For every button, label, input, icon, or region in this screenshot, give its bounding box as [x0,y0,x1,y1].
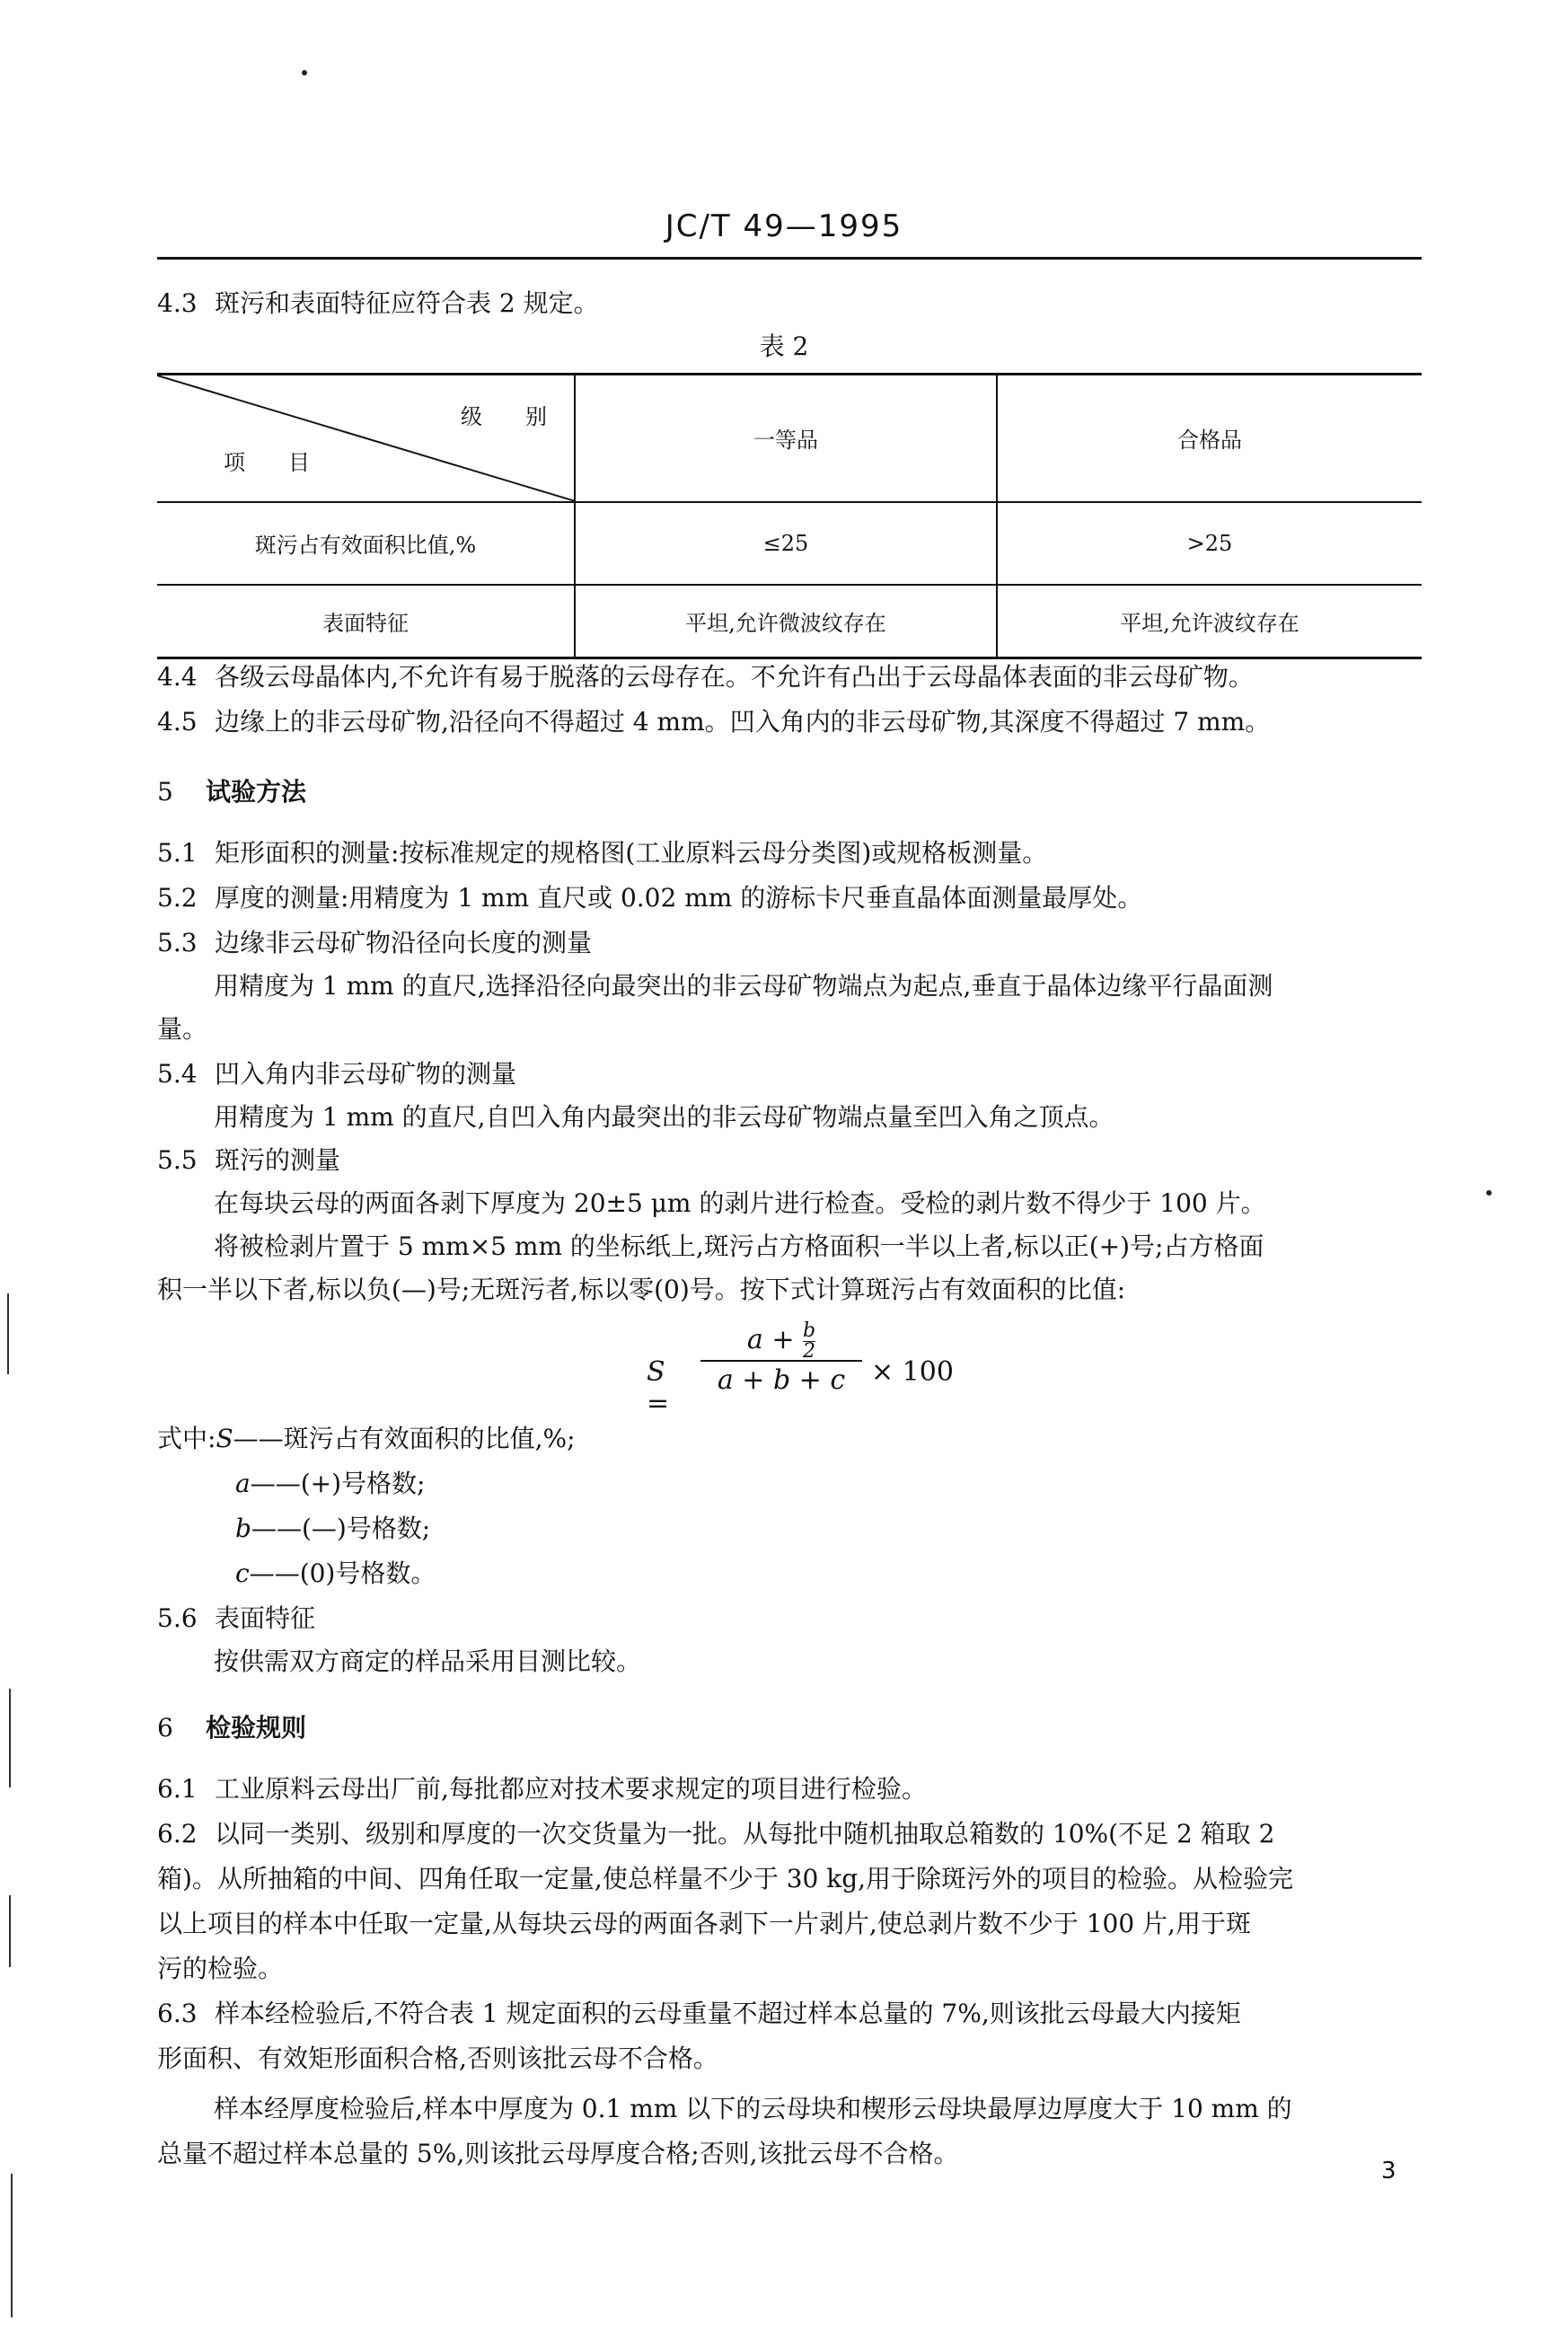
clause-number: 5.1 [157,838,198,868]
table-2-title: 表 2 [759,331,809,361]
legend-desc: ——斑污占有效面积的比值,%; [233,1424,576,1453]
clause-number: 5.2 [157,883,198,913]
row-qualified-value: >25 [997,502,1422,585]
clause-text: 厚度的测量:用精度为 1 mm 直尺或 0.02 mm 的游标卡尺垂直晶体面测量最厚处。 [215,883,1143,913]
clause-number: 6.2 [157,1819,198,1849]
subfraction-top: b [803,1319,816,1342]
section-title: 检验规则 [206,1713,307,1743]
clause-text: 工业原料云母出厂前,每批都应对技术要求规定的项目进行检验。 [215,1774,927,1804]
formula-multiplier: × 100 [871,1356,954,1388]
formula-legend-b [235,1511,430,1547]
clause-number: 4.5 [157,707,198,737]
clause-number: 5.6 [157,1603,198,1633]
legend-intro: 式中: [157,1424,216,1453]
clause-5-4-text: 用精度为 1 mm 的直尺,自凹入角内最突出的非云母矿物端点量至凹入角之顶点。 [214,1102,1114,1132]
clause-4-4 [157,659,1254,695]
clause-6-2-cont: 以上项目的样本中任取一定量,从每块云母的两面各剥下一片剥片,使总剥片数不少于 100 片,用于斑 [157,1909,1251,1938]
clause-5-3-heading [157,925,592,961]
clause-title: 边缘非云母矿物沿径向长度的测量 [215,928,593,958]
clause-5-5-text: 积一半以下者,标以负(—)号;无斑污者,标以零(0)号。按下式计算斑污占有效面积的比值: [157,1275,1126,1304]
legend-symbol: S [216,1424,233,1453]
clause-6-3-para2-cont: 总量不超过样本总量的 5%,则该批云母厚度合格;否则,该批云母不合格。 [157,2139,959,2168]
clause-6-3-para2: 样本经厚度检验后,样本中厚度为 0.1 mm 以下的云母块和楔形云母块最厚边厚度大于 10 mm 的 [214,2094,1292,2123]
corner-item-label: 项 目 [224,449,310,475]
clause-5-6-text: 按供需双方商定的样品采用目测比较。 [214,1646,642,1676]
numerator-subfraction [803,1321,815,1362]
clause-number: 5.5 [157,1145,198,1175]
clause-5-5-heading [157,1143,340,1178]
clause-text: 以同一类别、级别和厚度的一次交货量为一批。从每批中随机抽取总箱数的 10%(不足 2 箱取 2 [215,1819,1275,1849]
row-item: 表面特征 [157,585,575,658]
clause-text: 斑污和表面特征应符合表 2 规定。 [215,288,599,318]
table-row [157,502,1422,585]
table-header-row [157,375,1422,502]
section-5-heading [157,774,306,810]
clause-text: 矩形面积的测量:按标准规定的规格图(工业原料云母分类图)或规格板测量。 [215,838,1048,868]
clause-6-1 [157,1771,927,1807]
clause-5-6-heading [157,1601,315,1637]
page-number: 3 [1381,2158,1396,2185]
legend-symbol: a [235,1469,251,1498]
formula-numerator [700,1319,862,1363]
grade-first-header: 一等品 [575,375,997,502]
clause-4-3 [157,286,599,322]
diagonal-line [157,375,574,501]
table-corner-cell [157,375,575,502]
clause-6-3-cont: 形面积、有效矩形面积合格,否则该批云母不合格。 [157,2043,718,2073]
formula-legend-c [235,1556,436,1592]
standard-code-header: JC/T 49—1995 [665,208,903,244]
grade-qualified-header: 合格品 [997,375,1422,502]
clause-number: 4.4 [157,662,198,692]
row-item: 斑污占有效面积比值,% [157,502,575,585]
subfraction-bottom: 2 [803,1339,816,1363]
clause-number: 5.3 [157,928,198,958]
clause-title: 表面特征 [215,1603,316,1633]
clause-number: 6.3 [157,1999,198,2028]
clause-5-5-text: 将被检剥片置于 5 mm×5 mm 的坐标纸上,斑污占方格面积一半以上者,标以正(+)号;占方格面 [214,1231,1264,1261]
clause-5-3-text-cont: 量。 [157,1014,208,1044]
section-title: 试验方法 [206,777,307,807]
legend-desc: ——(—)号格数; [251,1514,431,1543]
scan-edge-mark [11,2174,13,2317]
scan-speck [302,70,307,75]
formula-fraction [700,1320,862,1399]
numerator-term: a + [746,1324,795,1355]
table-2 [157,373,1422,659]
legend-desc: ——(0)号格数。 [249,1558,436,1588]
scan-edge-mark [9,1895,11,1967]
formula-denominator: a + b + c [717,1364,846,1396]
clause-number: 4.3 [157,288,198,318]
corner-grade-label: 级 别 [461,404,547,429]
clause-number: 5.4 [157,1059,198,1089]
section-6-heading [157,1710,306,1746]
row-qualified-value: 平坦,允许波纹存在 [997,585,1422,658]
clause-5-5-text: 在每块云母的两面各剥下厚度为 20±5 μm 的剥片进行检查。受检的剥片数不得少于 100 片。 [214,1188,1266,1218]
scan-speck [1486,1190,1492,1196]
clause-6-2-cont: 污的检验。 [157,1954,284,1983]
clause-text: 边缘上的非云母矿物,沿径向不得超过 4 mm。凹入角内的非云母矿物,其深度不得超过 7 mm。 [215,707,1271,737]
clause-4-5 [157,704,1270,740]
clause-6-2-cont: 箱)。从所抽箱的中间、四角任取一定量,使总样量不少于 30 kg,用于除斑污外的项目的检验。从检验完 [157,1864,1294,1893]
scan-edge-mark [9,1689,11,1787]
legend-desc: ——(+)号格数; [250,1469,426,1498]
clause-6-2 [157,1816,1274,1852]
clause-5-2 [157,880,1142,916]
legend-symbol: c [235,1558,250,1588]
formula-lhs: S = [647,1356,670,1419]
clause-5-4-heading [157,1056,516,1092]
clause-number: 6.1 [157,1774,198,1804]
section-number: 5 [157,777,173,807]
legend-symbol: b [235,1514,251,1543]
clause-5-3-text: 用精度为 1 mm 的直尺,选择沿径向最突出的非云母矿物端点为起点,垂直于晶体边缘平行晶面测 [214,971,1273,1001]
clause-text: 样本经检验后,不符合表 1 规定面积的云母重量不超过样本总量的 7%,则该批云母最大内接矩 [215,1999,1241,2028]
clause-title: 凹入角内非云母矿物的测量 [215,1059,517,1089]
section-number: 6 [157,1713,173,1743]
row-first-value: ≤25 [575,502,997,585]
clause-6-3 [157,1996,1241,2032]
table-row [157,585,1422,658]
clause-5-1 [157,835,1047,871]
header-rule [157,257,1422,260]
scan-edge-mark [7,1293,9,1374]
clause-text: 各级云母晶体内,不允许有易于脱落的云母存在。不允许有凸出于云母晶体表面的非云母矿物。 [215,662,1254,692]
formula-legend-a [235,1466,425,1502]
formula-legend-s [157,1421,576,1457]
clause-title: 斑污的测量 [215,1145,341,1175]
row-first-value: 平坦,允许微波纹存在 [575,585,997,658]
